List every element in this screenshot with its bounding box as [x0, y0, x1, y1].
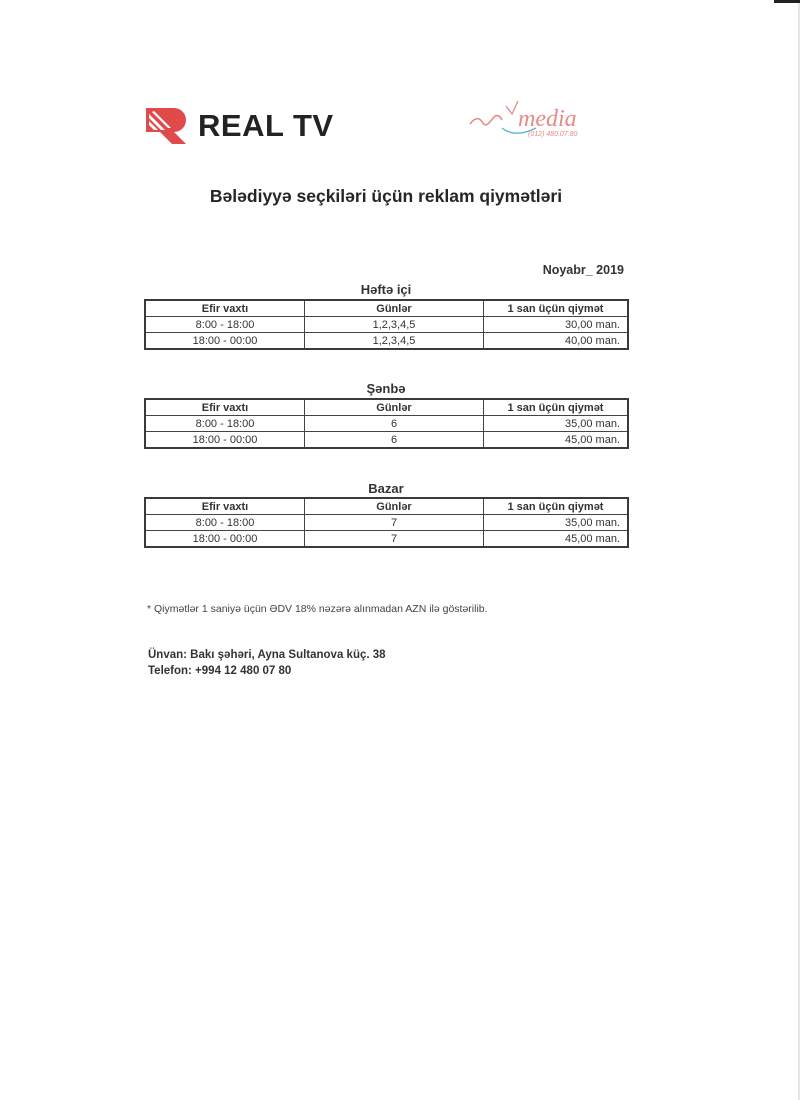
cell-days: 6 [305, 432, 484, 449]
column-header-time: Efir vaxtı [145, 399, 305, 416]
column-header-price: 1 san üçün qiymət [484, 498, 629, 515]
cell-time: 18:00 - 00:00 [145, 531, 305, 548]
table-header-row [145, 399, 628, 416]
tvmedia-logo [466, 92, 596, 148]
column-header-time: Efir vaxtı [145, 498, 305, 515]
table-row [145, 531, 628, 548]
cell-time: 8:00 - 18:00 [145, 317, 305, 333]
tvmedia-logo-icon [466, 92, 596, 148]
section-heading-sunday: Bazar [368, 481, 404, 496]
address-line: Ünvan: Bakı şəhəri, Ayna Sultanova küç. 38 [148, 649, 386, 661]
price-table-sunday [144, 497, 629, 548]
table-row [145, 416, 628, 432]
table-header-row [145, 300, 628, 317]
date-label: Noyabr_ 2019 [542, 263, 624, 277]
cell-price: 45,00 man. [484, 531, 629, 548]
realtv-brand-name: REAL TV [198, 108, 334, 143]
tvmedia-logo-word: media [518, 106, 577, 132]
cell-price: 35,00 man. [484, 416, 629, 432]
section-heading-saturday: Şənbə [366, 381, 406, 396]
column-header-time: Efir vaxtı [145, 300, 305, 317]
cell-price: 30,00 man. [484, 317, 629, 333]
realtv-logo [146, 106, 334, 146]
section-heading-weekdays: Həftə içi [360, 282, 412, 297]
cell-time: 8:00 - 18:00 [145, 515, 305, 531]
realtv-emblem-icon [146, 108, 186, 144]
table-row [145, 317, 628, 333]
cell-time: 8:00 - 18:00 [145, 416, 305, 432]
page-title: Bələdiyyə seçkiləri üçün reklam qiymətləri [209, 186, 563, 206]
table-row [145, 515, 628, 531]
phone-line: Telefon: +994 12 480 07 80 [148, 665, 292, 677]
cell-price: 40,00 man. [484, 333, 629, 350]
table-row [145, 333, 628, 350]
cell-price: 35,00 man. [484, 515, 629, 531]
tvmedia-logo-phone: (012) 480.07.80 [528, 131, 578, 138]
contact-block [148, 647, 386, 679]
footnote: * Qiymətlər 1 saniyə üçün ƏDV 18% nəzərə alınmadan AZN ilə göstərilib. [147, 603, 488, 615]
cell-days: 7 [305, 515, 484, 531]
column-header-price: 1 san üçün qiymət [484, 399, 629, 416]
column-header-price: 1 san üçün qiymət [484, 300, 629, 317]
cell-time: 18:00 - 00:00 [145, 333, 305, 350]
cell-days: 6 [305, 416, 484, 432]
price-table-saturday [144, 398, 629, 449]
scan-corner-mark [774, 0, 800, 3]
cell-days: 1,2,3,4,5 [305, 333, 484, 350]
column-header-days: Günlər [305, 399, 484, 416]
column-header-days: Günlər [305, 498, 484, 515]
cell-days: 1,2,3,4,5 [305, 317, 484, 333]
cell-price: 45,00 man. [484, 432, 629, 449]
cell-time: 18:00 - 00:00 [145, 432, 305, 449]
table-header-row [145, 498, 628, 515]
cell-days: 7 [305, 531, 484, 548]
table-row [145, 432, 628, 449]
column-header-days: Günlər [305, 300, 484, 317]
price-table-weekdays [144, 299, 629, 350]
